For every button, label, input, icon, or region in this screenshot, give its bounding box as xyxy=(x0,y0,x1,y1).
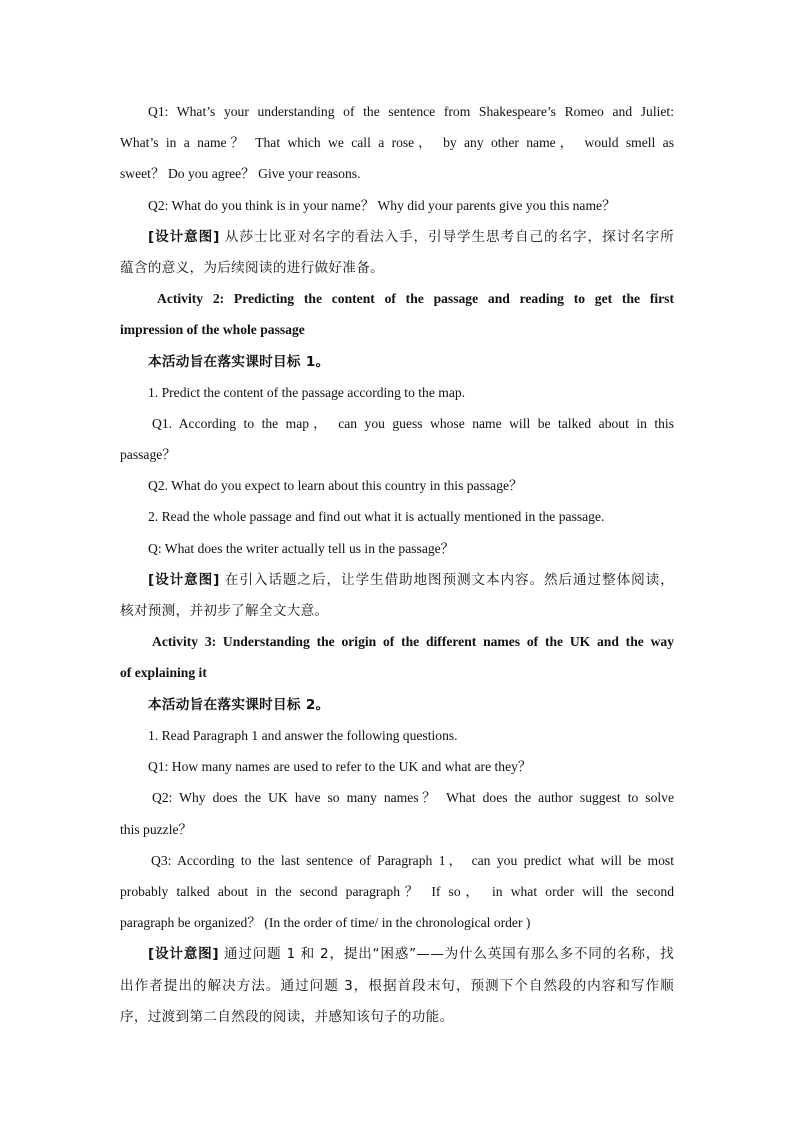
a1-q2: Q2: What do you think is in your name？ Why did your parents give you this name？ xyxy=(148,198,616,213)
a3-goal: 本活动旨在落实课时目标 2。 xyxy=(148,697,330,713)
a2-q1-line1: Q1. According to the map， can you guess whose name will be talked about in this xyxy=(152,416,674,431)
a2-title-line1: Activity 2: Predicting the content of the passage and reading to get the first xyxy=(157,291,674,306)
a1-q1-line3: sweet？ Do you agree？ Give your reasons. xyxy=(120,166,361,181)
a2-step2: 2. Read the whole passage and find out what it is actually mentioned in the passage. xyxy=(148,509,605,524)
design-intent-text: 从莎士比亚对名字的看法入手，引导学生思考自己的名字，探讨名字所 xyxy=(224,229,674,245)
a2-design-intent xyxy=(148,570,674,590)
a3-q1: Q1: How many names are used to refer to the UK and what are they？ xyxy=(148,759,532,774)
design-intent-text: 通过问题 1 和 2，提出“困惑”——为什么英国有那么多不同的名称，找 xyxy=(224,946,674,962)
design-intent-label: [设计意图] xyxy=(148,572,220,588)
a3-design-intent-line3: 序，过渡到第二自然段的阅读，并感知该句子的功能。 xyxy=(120,1009,454,1025)
a3-q3-line3: paragraph be organized？ (In the order of time/ in the chronological order ) xyxy=(120,915,531,930)
a1-design-intent-line2: 蕴含的意义，为后续阅读的进行做好准备。 xyxy=(120,260,384,276)
a3-q3-line2: probably talked about in the second paragraph？ If so， in what order will the second xyxy=(120,884,674,899)
a3-design-intent xyxy=(148,944,674,964)
a3-q3-line1: Q3: According to the last sentence of Paragraph 1， can you predict what will be most xyxy=(151,853,674,868)
a3-design-intent-line2: 出作者提出的解决方法。通过问题 3，根据首段末句，预测下个自然段的内容和写作顺 xyxy=(120,978,674,994)
a3-title-line2: of explaining it xyxy=(120,665,207,680)
a3-q2-line1: Q2: Why does the UK have so many names？ What does the author suggest to solve xyxy=(152,790,674,805)
design-intent-label: [设计意图] xyxy=(148,946,219,962)
a3-title-line1: Activity 3: Understanding the origin of the different names of the UK and the way xyxy=(152,634,674,649)
a2-q: Q: What does the writer actually tell us in the passage？ xyxy=(148,541,455,556)
a2-title-line2: impression of the whole passage xyxy=(120,322,305,337)
a2-q2: Q2. What do you expect to learn about this country in this passage？ xyxy=(148,478,523,493)
design-intent-text: 在引入话题之后，让学生借助地图预测文本内容。然后通过整体阅读， xyxy=(224,572,674,588)
a2-step1: 1. Predict the content of the passage according to the map. xyxy=(148,385,466,400)
a2-design-intent-line2: 核对预测，并初步了解全文大意。 xyxy=(120,603,329,619)
a2-goal: 本活动旨在落实课时目标 1。 xyxy=(148,354,330,370)
a1-design-intent xyxy=(148,227,674,247)
a1-q1-line2: What’s in a name？ That which we call a rose， by any other name， would smell as xyxy=(120,135,674,150)
a2-q1-line2: passage？ xyxy=(120,447,176,462)
a1-q1-line1: Q1: What’s your understanding of the sentence from Shakespeare’s Romeo and Juliet: xyxy=(148,104,674,119)
a3-q2-line2: this puzzle？ xyxy=(120,822,193,837)
a3-step1: 1. Read Paragraph 1 and answer the following questions. xyxy=(148,728,458,743)
design-intent-label: [设计意图] xyxy=(148,229,220,245)
